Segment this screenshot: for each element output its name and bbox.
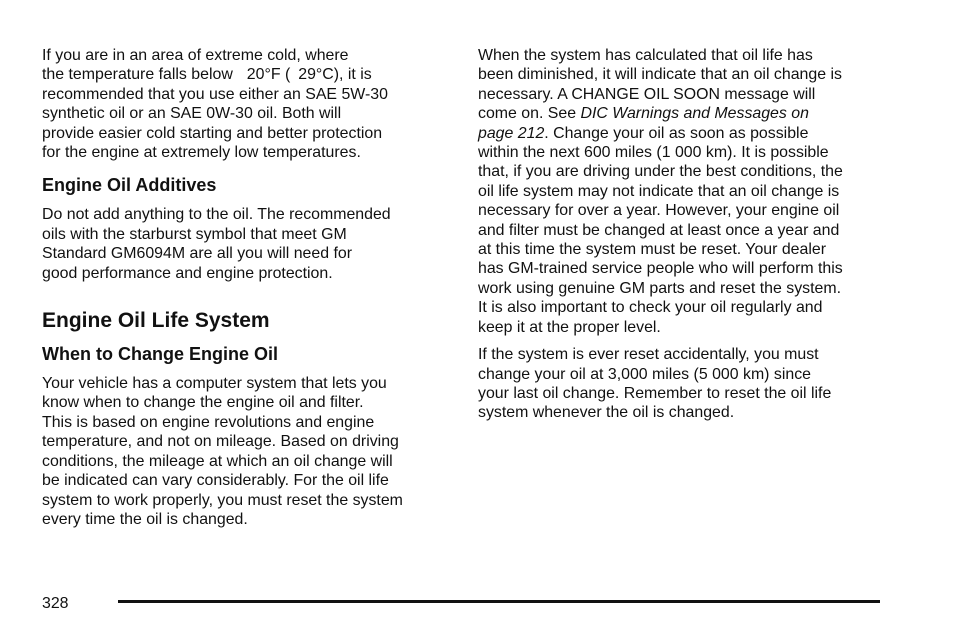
reset-accidentally-paragraph: If the system is ever reset accidentally, you must change your oil at 3,000 miles (5 000 km) since your last oil change. Remember to reset the oil life system whenever the oil is changed. [478, 346, 832, 422]
engine-oil-additives-heading: Engine Oil Additives [42, 175, 217, 196]
left-column [42, 46, 444, 529]
page-reference: page 212 [478, 124, 545, 142]
footer-rule [118, 600, 880, 603]
change-oil-paragraph: Your vehicle has a computer system that lets you know when to change the engine oil and filter. This is based on engine revolutions and engine temperature, and not on mileage. Based on driving conditions, the mileage at which an oil change will be indicated can vary considerably. For the oil life system to work properly, you must reset the system every time the oil is changed. [42, 375, 403, 528]
right-column [478, 46, 886, 423]
oil-life-calculated-paragraph: When the system has calculated that oil life has been diminished, it will indicate that an oil change is necessary. A CHANGE OIL SOON message will come on. See DIC Warnings and Messages on page 212. Change your oil as soon as possible within the next 600 miles (1 000 km). It is possible that, if you are driving under the best conditions, the oil life system may not indicate that an oil change is necessary for over a year. However, your engine oil and filter must be changed at least once a year and at this time the system must be reset. Your dealer has GM-trained service people who will perform this work using genuine GM parts and reset the system. It is also important to check your oil regularly and keep it at the proper level. [478, 47, 843, 336]
engine-oil-life-system-heading: Engine Oil Life System [42, 309, 270, 333]
cold-weather-paragraph: If you are in an area of extreme cold, where the temperature falls below 20°F ( 29°C), it is recommended that you use either an SAE 5W-30 synthetic oil or an SAE 0W-30 oil. Both will provide easier cold starting and better protection for the engine at extremely low temperatures. [42, 47, 388, 162]
dic-warnings-reference: DIC Warnings and Messages on [580, 105, 809, 123]
page-number: 328 [42, 595, 69, 612]
additives-paragraph: Do not add anything to the oil. The recommended oils with the starburst symbol that meet GM Standard GM6094M are all you will need for good performance and engine protection. [42, 206, 391, 282]
when-to-change-heading: When to Change Engine Oil [42, 344, 278, 365]
